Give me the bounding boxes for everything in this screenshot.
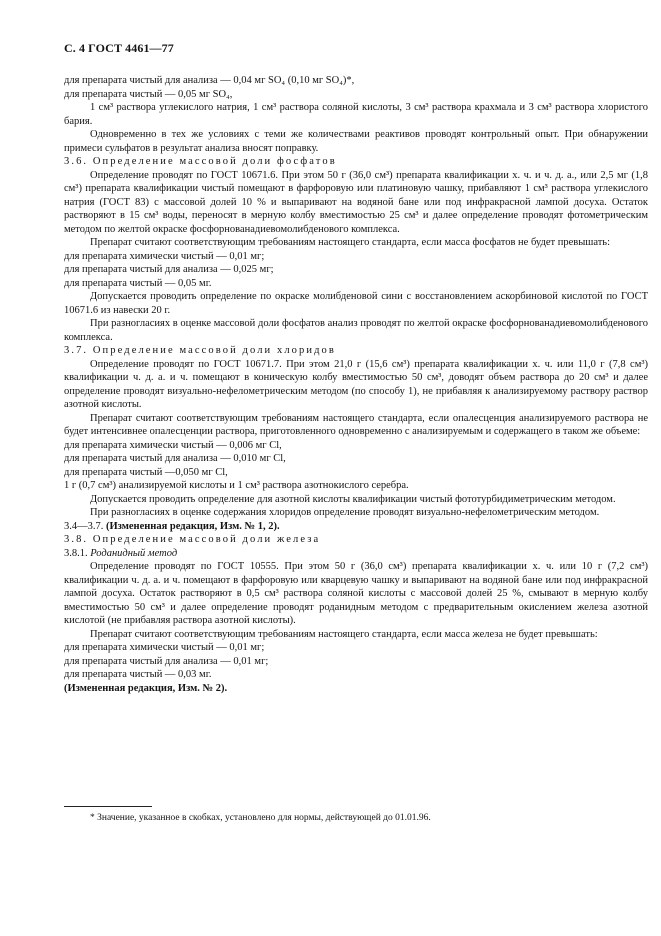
edition-note-1-text: (Измененная редакция, Изм. № 1, 2).: [106, 520, 280, 532]
section-3-7-heading: 3.7. Определение массовой доли хлоридов: [64, 345, 336, 356]
reagent-list-paragraph: 1 см³ раствора углекислого натрия, 1 см³ раствора соляной кислоты, 3 см³ раствора крахмала и 3 см³ раствора хлористого бария.: [64, 102, 648, 127]
chloride-alt-method-paragraph: Допускается проводить определение для азотной кислоты квалификации чистый фототурбидиметрическим методом.: [90, 493, 616, 505]
chloride-limit-pure-for-analysis: для препарата чистый для анализа — 0,010 мг Cl,: [64, 453, 286, 464]
subsection-3-8-1-heading: [64, 547, 648, 561]
iron-limit-chemically-pure: для препарата химически чистый — 0,01 мг;: [64, 642, 265, 653]
iron-method-paragraph: Определение проводят по ГОСТ 10555. При этом 50 г (36,0 см³) препарата квалификации х. ч. или 10 г (7,2 см³) квалификации ч. д. а. и ч. помещают в фарфоровую или кварцевую чашку и выпаривают на водяной бане или под инфракрасной лампой досуха. Остаток растворяют в 0,5 см³ раствора соляной кислоты с массовой долей 25 %, смывают в мерную колбу вместимостью 50 см³ и далее определение проводят роданидным методом с предварительным окислением железа азотной кислотой (не прибавляя раствора азотной кислоты).: [64, 561, 648, 626]
edition-note-2: (Измененная редакция, Изм. № 2).: [64, 682, 228, 694]
phosphate-method-paragraph: Определение проводят по ГОСТ 10671.6. При этом 50 г (36,0 см³) препарата квалификации х. ч. и ч. д. а., или 2,5 мг (1,8 см³) препарата квалификации чистый помещают в фарфоровую или платиновую чашку, прибавляют 1 см³ раствора углекислого натрия (ГОСТ 83) с массовой долей 10 % и выпаривают на водяной бане или под инфракрасной лампой досуха. Остаток растворяют в 15 см³ воды, переносят в мерную колбу вместимостью 25 см³ и далее определение проводят фотометрическим методом по желтой окраске фосфорнованадиевомолибденового комплекса.: [64, 169, 648, 235]
phosphate-limit-pure: для препарата чистый — 0,05 мг.: [64, 277, 212, 289]
phosphate-alt-method-paragraph: Допускается проводить определение по окраске молибденовой сини с восстановлением аскорбиновой кислотой по ГОСТ 10671.6 из навески 20 г.: [64, 291, 648, 316]
footnote-divider: [64, 806, 152, 807]
section-3-6-heading: 3.6. Определение массовой доли фосфатов: [64, 156, 337, 167]
chloride-requirement-paragraph: Препарат считают соответствующим требованиям настоящего стандарта, если опалесценция анализируемого раствора не будет интенсивнее опалесценции раствора, приготовленного одновременно с анализируемым и содержащего в таком же объеме:: [64, 412, 648, 437]
sulfate-limit-pure-for-analysis: для препарата чистый для анализа — 0,04 мг SO₄ (0,10 мг SO₄)*,: [64, 75, 355, 86]
edition-note-1-number: 3.4—3.7.: [64, 520, 104, 532]
control-test-paragraph: Одновременно в тех же условиях с теми же количествами реактивов проводят контрольный опыт. При обнаружении примеси сульфатов в результат анализа вносят поправку.: [64, 129, 648, 154]
subsection-3-8-1-number: 3.8.1.: [64, 547, 88, 559]
chloride-reference-solution: 1 г (0,7 см³) анализируемой кислоты и 1 см³ раствора азотнокислого серебра.: [64, 480, 409, 491]
chloride-method-paragraph: Определение проводят по ГОСТ 10671.7. При этом 21,0 г (15,6 см³) препарата квалификации х. ч. или 11,0 г (7,8 см³) квалификации ч. д. а. и ч. помещают в коническую колбу вместимостью 50 см³, доводят объем раствора до 20 см³ и далее определение проводят визуально-нефелометрическим методом (по способу 1), не прибавляя к анализируемому раствору раствор азотной кислоты.: [64, 358, 648, 410]
section-3-8-heading: 3.8. Определение массовой доли железа: [64, 534, 321, 545]
chloride-dispute-paragraph: При разногласиях в оценке содержания хлоридов определение проводят визуально-нефелометрическим методом.: [90, 507, 600, 518]
edition-note-1: [64, 520, 648, 534]
chloride-limit-pure: для препарата чистый —0,050 мг Cl,: [64, 466, 228, 478]
chloride-limit-chemically-pure: для препарата химически чистый — 0,006 мг Cl,: [64, 439, 282, 451]
phosphate-limit-chemically-pure: для препарата химически чистый — 0,01 мг;: [64, 250, 265, 262]
phosphate-requirement-paragraph: Препарат считают соответствующим требованиям настоящего стандарта, если масса фосфатов не будет превышать:: [90, 237, 611, 248]
phosphate-dispute-paragraph: При разногласиях в оценке массовой доли фосфатов анализ проводят по желтой окраске фосфорнованадиевомолибденового комплекса.: [64, 318, 648, 343]
phosphate-limit-pure-for-analysis: для препарата чистый для анализа — 0,025 мг;: [64, 264, 274, 275]
iron-requirement-paragraph: Препарат считают соответствующим требованиям настоящего стандарта, если масса железа не будет превышать:: [90, 628, 598, 640]
sulfate-limit-pure: для препарата чистый — 0,05 мг SO₄,: [64, 88, 233, 100]
footnote: * Значение, указанное в скобках, установлено для нормы, действующей до 01.01.96.: [90, 813, 431, 823]
iron-limit-pure: для препарата чистый — 0,03 мг.: [64, 669, 212, 680]
subsection-3-8-1-title: Роданидный метод: [90, 547, 178, 559]
page-header: С. 4 ГОСТ 4461—77: [64, 41, 174, 55]
document-body: [64, 74, 648, 695]
iron-limit-pure-for-analysis: для препарата чистый для анализа — 0,01 мг;: [64, 655, 269, 667]
